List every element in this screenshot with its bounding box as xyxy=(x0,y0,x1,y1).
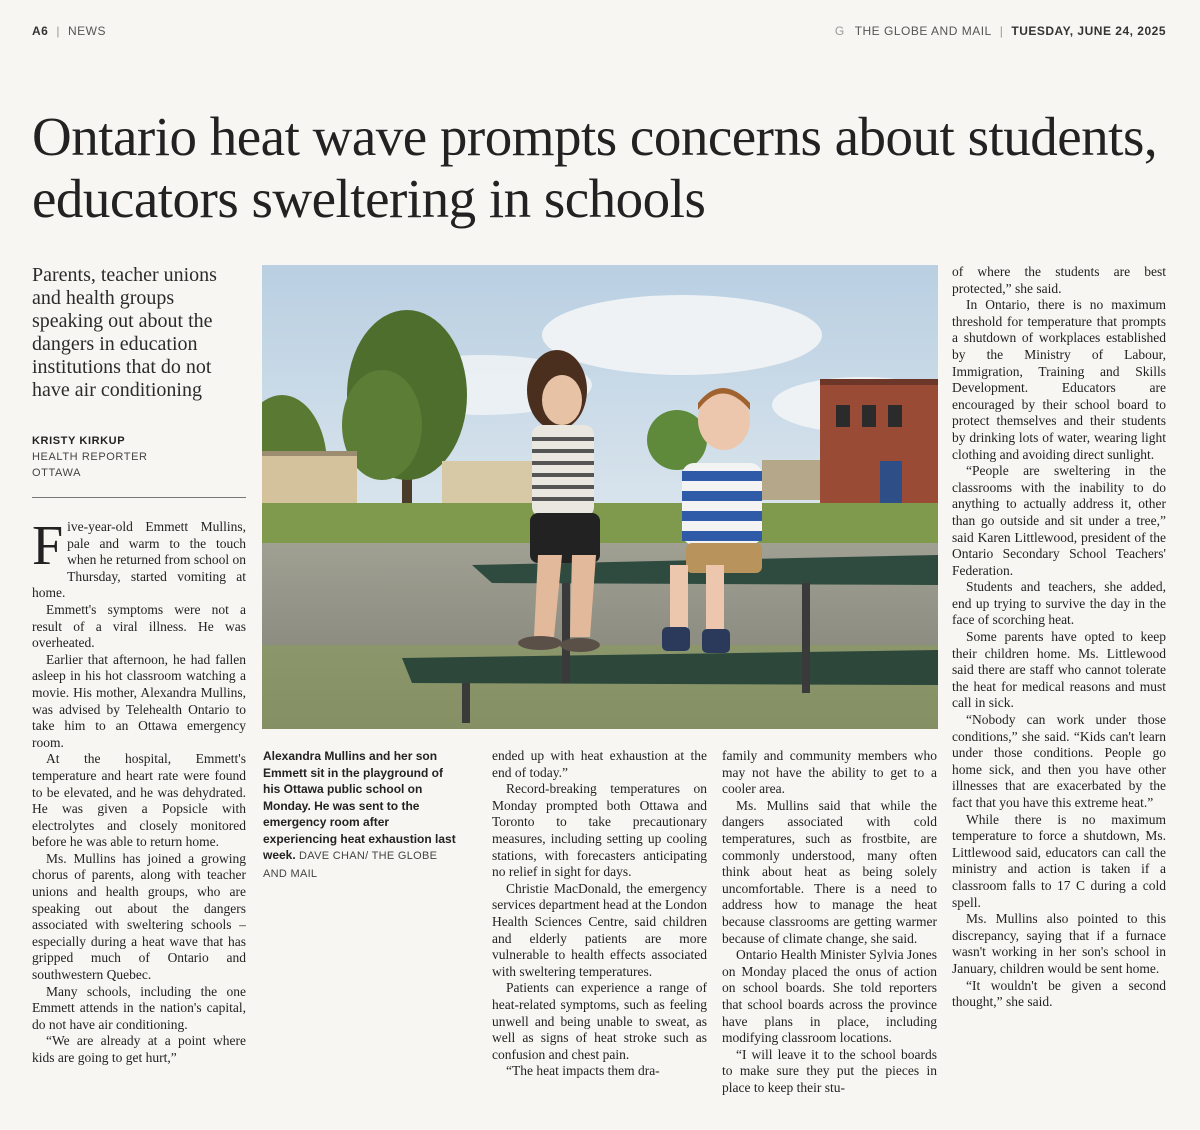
photo-illustration xyxy=(262,265,938,729)
tree xyxy=(647,410,707,470)
byline-divider xyxy=(32,497,246,498)
paragraph: Ms. Mullins also pointed to this discrepancy, saying that if a furnace wasn't working in her son's school in January, children would be sent home. xyxy=(952,911,1166,976)
section-label: NEWS xyxy=(67,24,106,38)
paragraph: ended up with heat exhaustion at the end of today.” xyxy=(492,748,707,780)
byline xyxy=(32,433,240,481)
paragraph: Emmett's symptoms were not a result of a viral illness. He was overheated. xyxy=(32,601,246,651)
deck-subheadline: Parents, teacher unions and health groups speaking out about the dangers in education institutions that do not have air conditioning xyxy=(32,264,217,401)
paragraph: In Ontario, there is no maximum threshold for temperature that prompts a shutdown of workplaces established by the Ministry of Labour, Immigration, Training and Skills Development. Educators are encouraged by their school board to protect themselves and their students by drinking lots of water, wearing light clothing and avoiding direct sunlight. xyxy=(952,297,1166,462)
newspaper-name: THE GLOBE AND MAIL xyxy=(854,24,992,38)
lead-paragraph: Five-year-old Emmett Mullins, pale and warm to the touch when he returned from school on Thursday, started vomiting at home. xyxy=(32,519,246,601)
paragraph: Some parents have opted to keep their children home. Ms. Littlewood said there are staff who cannot tolerate the heat for medical reasons and must call in sick. xyxy=(952,629,1166,711)
paragraph: family and community members who may not have the ability to get to a cooler area. xyxy=(722,748,937,797)
paragraph: “We are already at a point where kids are going to get hurt,” xyxy=(32,1033,246,1065)
paragraph: Ms. Mullins has joined a growing chorus of parents, along with teacher unions and health groups, who are speaking out about the dangers associated with sweltering schools – especially during a heat wave that has gripped much of Ontario and southwestern Quebec. xyxy=(32,850,246,983)
article-column-5 xyxy=(952,264,1166,1130)
paragraph: At the hospital, Emmett's temperature and heart rate were found to be elevated, and he was dehydrated. He was given a Popsicle with electrolytes and closely monitored before he was able to return home. xyxy=(32,751,246,850)
byline-author: KRISTY KIRKUP xyxy=(32,435,126,447)
article-column-3 xyxy=(492,748,707,1130)
article-column-4 xyxy=(722,748,937,1130)
drop-cap: F xyxy=(32,519,64,577)
byline-location: OTTAWA xyxy=(32,467,82,479)
paragraph: Earlier that afternoon, he had fallen asleep in his hot classroom watching a movie. His mother, Alexandra Mullins, was advised by Telehealth Ontario to take him to an Ottawa emergency room. xyxy=(32,651,246,750)
byline-role: HEALTH REPORTER xyxy=(32,451,148,463)
paragraph: Students and teachers, she added, end up trying to survive the day in the face of scorching heat. xyxy=(952,579,1166,628)
paragraph: “I will leave it to the school boards to make sure they put the pieces in place to keep their stu- xyxy=(722,1046,937,1095)
cloud xyxy=(542,295,822,375)
photo-credit: DAVE CHAN/ THE GLOBE AND MAIL xyxy=(263,850,438,880)
paragraph: “People are sweltering in the classrooms with the inability to do anything to actually address it, other than go outside and sit under a tree,” said Karen Littlewood, president of the Ontario Secondary School Teachers' Federation. xyxy=(952,463,1166,578)
paragraph: “The heat impacts them dra- xyxy=(506,1063,660,1079)
headline: Ontario heat wave prompts concerns about students, educators sweltering in schools xyxy=(32,106,1158,229)
paragraph: Ms. Mullins said that while the dangers associated with cold temperatures, such as frostbite, are commonly understood, many often think about heat as being solely uncomfortable. There is a need to address how to manage the heat because classrooms are getting warmer because of climate change, she said. xyxy=(722,797,937,946)
paragraph: Ontario Health Minister Sylvia Jones on Monday placed the onus of action on school boards. She told reporters that school boards across the province have plans in place, including modifying classroom locations. xyxy=(722,947,937,1046)
article-photo xyxy=(262,265,938,729)
paragraph: Record-breaking temperatures on Monday prompted both Ottawa and Toronto to take precautionary measures, including setting up cooling stations, with forecasters anticipating no relief in sight for days. xyxy=(492,781,707,880)
paragraph: “Nobody can work under those conditions,” she said. “Kids can't learn under those conditions. People go home sick, and then you have other illnesses that are exacerbated by the fact that you have this extreme heat.” xyxy=(952,712,1166,810)
globe-logo-icon: G xyxy=(834,24,845,38)
photo-caption xyxy=(263,748,463,882)
caption-text: Alexandra Mullins and her son Emmett sit in the playground of his Ottawa public school on Monday. He was sent to the emergency room after experiencing heat exhaustion last week. xyxy=(263,749,456,862)
page-number: A6 xyxy=(32,24,49,38)
folio-right: G THE GLOBE AND MAIL | TUESDAY, JUNE 24, 2025 xyxy=(834,24,1166,38)
issue-date: TUESDAY, JUNE 24, 2025 xyxy=(1011,24,1166,38)
paragraph: Christie MacDonald, the emergency services department head at the London Health Sciences Centre, said children and elderly patients are more vulnerable to health effects associated with sweltering temperatures. xyxy=(492,880,707,979)
folio-left: A6 | NEWS xyxy=(32,24,106,38)
paragraph: While there is no maximum temperature to force a shutdown, Ms. Littlewood said, educators can call the ministry and action is taken if a classroom falls to 17 C during a cold spell. xyxy=(952,811,1166,910)
paragraph: Many schools, including the one Emmett attends in the nation's capital, do not have air conditioning. xyxy=(32,983,246,1032)
paragraph: of where the students are best protected,” she said. xyxy=(952,264,1166,296)
article-column-1 xyxy=(32,519,246,1130)
paragraph: Patients can experience a range of heat-related symptoms, such as feeling unwell and being unable to sweat, as well as signs of heat stroke such as confusion and chest pain. xyxy=(492,980,707,1062)
portable-classroom xyxy=(262,453,357,508)
paragraph: “It wouldn't be given a second thought,” she said. xyxy=(952,977,1166,1010)
